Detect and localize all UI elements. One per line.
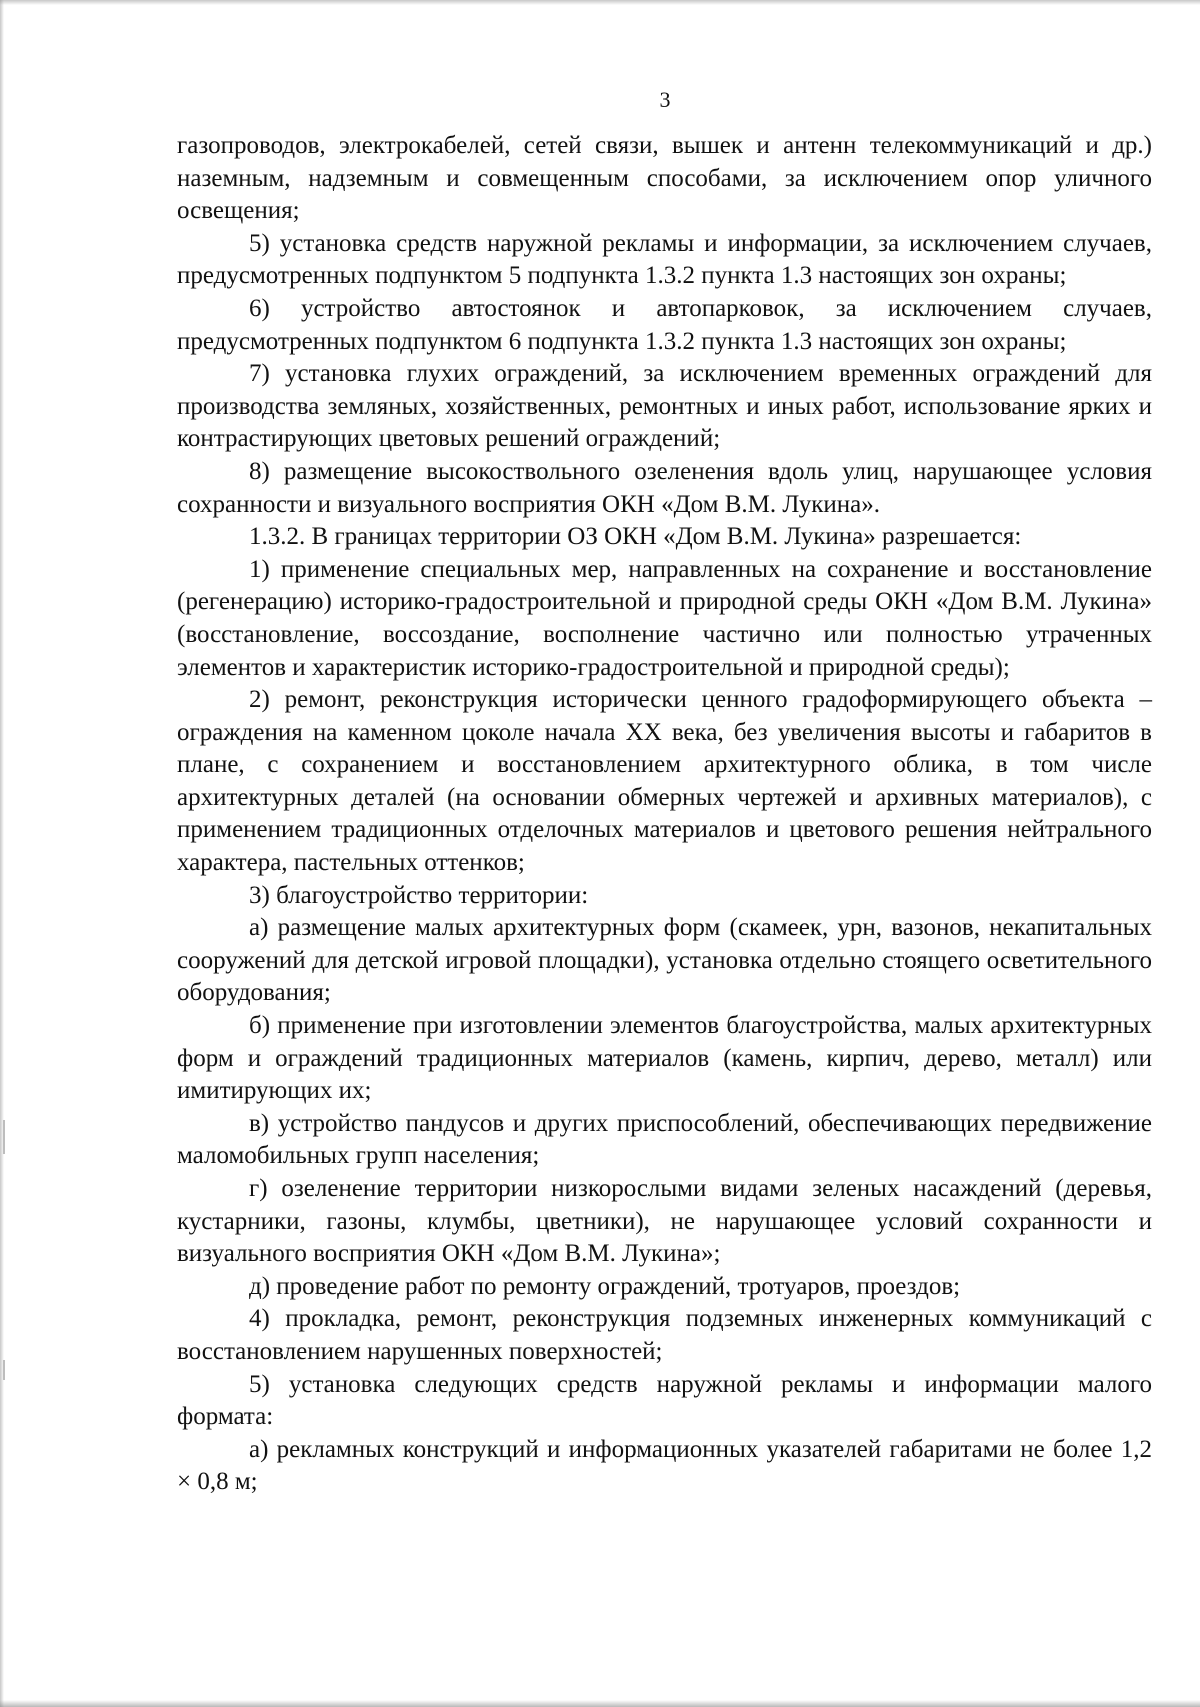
paragraph-subitem-b: б) применение при изготовлении элементов благоустройства, малых архитектурных форм и ограждений традиционных материалов (камень, кирпич, дерево, металл) или имитирующих их;	[177, 1012, 1152, 1105]
document-body	[177, 130, 1152, 1499]
paragraph-permitted-3: 3) благоустройство территории:	[249, 881, 589, 909]
scan-edge-top	[0, 0, 1200, 5]
paragraph-continuation: газопроводов, электрокабелей, сетей связи, вышек и антенн телекоммуникаций и др.) наземным, надземным и совмещенным способами, за исключением опор уличного освещения;	[177, 132, 1152, 225]
paragraph-subitem-a-signs: а) рекламных конструкций и информационных указателей габаритами не более 1,2 × 0,8 м;	[177, 1435, 1152, 1496]
paragraph-item-5-advertising: 5) установка средств наружной рекламы и информации, за исключением случаев, предусмотренных подпунктом 5 подпункта 1.3.2 пункта 1.3 настоящих зон охраны;	[177, 229, 1152, 290]
paragraph-item-8-greening: 8) размещение высокоствольного озеленения вдоль улиц, нарушающее условия сохранности и визуального восприятия ОКН «Дом В.М. Лукина».	[177, 457, 1152, 518]
paragraph-item-6-parking: 6) устройство автостоянок и автопарковок, за исключением случаев, предусмотренных подпунктом 6 подпункта 1.3.2 пункта 1.3 настоящих зон охраны;	[177, 294, 1152, 355]
paragraph-item-7-fences: 7) установка глухих ограждений, за исключением временных ограждений для производства земляных, хозяйственных, ремонтных и иных работ, использование ярких и контрастирующих цветовых решений ограждений;	[177, 360, 1152, 453]
paragraph-subitem-d: д) проведение работ по ремонту ограждений, тротуаров, проездов;	[249, 1272, 961, 1300]
scan-edge-bottom	[0, 1700, 1200, 1707]
paragraph-permitted-5: 5) установка следующих средств наружной рекламы и информации малого формата:	[177, 1370, 1152, 1431]
paragraph-permitted-1: 1) применение специальных мер, направленных на сохранение и восстановление (регенерацию) историко-градостроительной и природной среды ОКН «Дом В.М. Лукина» (восстановление, воссоздание, восполнение частично или полностью утраченных элементов и характеристик историко-градостроительной и природной среды);	[177, 555, 1152, 681]
paragraph-subitem-a: а) размещение малых архитектурных форм (скамеек, урн, вазонов, некапитальных сооружений для детской игровой площадки), установка отдельно стоящего осветительного оборудования;	[177, 914, 1152, 1007]
paragraph-permitted-2: 2) ремонт, реконструкция исторически ценного градоформирующего объекта – ограждения на каменном цоколе начала XX века, без увеличения высоты и габаритов в плане, с сохранением и восстановлением архитектурного облика, в том числе архитектурных деталей (на основании обмерных чертежей и архивных материалов), с применением традиционных отделочных материалов и цветового решения нейтрального характера, пастельных оттенков;	[177, 686, 1152, 877]
page-number: 3	[659, 87, 671, 112]
scan-speck	[3, 1360, 5, 1380]
scan-speck	[3, 1120, 5, 1154]
paragraph-subitem-g: г) озеленение территории низкорослыми видами зеленых насаждений (деревья, кустарники, газоны, клумбы, цветники), не нарушающее условий сохранности и визуального восприятия ОКН «Дом В.М. Лукина»;	[177, 1175, 1152, 1268]
section-heading-1-3-2: 1.3.2. В границах территории ОЗ ОКН «Дом В.М. Лукина» разрешается:	[249, 523, 1022, 551]
scan-edge-left	[0, 0, 4, 1707]
paragraph-subitem-v: в) устройство пандусов и других приспособлений, обеспечивающих передвижение маломобильных групп населения;	[177, 1109, 1152, 1170]
paragraph-permitted-4: 4) прокладка, ремонт, реконструкция подземных инженерных коммуникаций с восстановлением нарушенных поверхностей;	[177, 1305, 1152, 1365]
